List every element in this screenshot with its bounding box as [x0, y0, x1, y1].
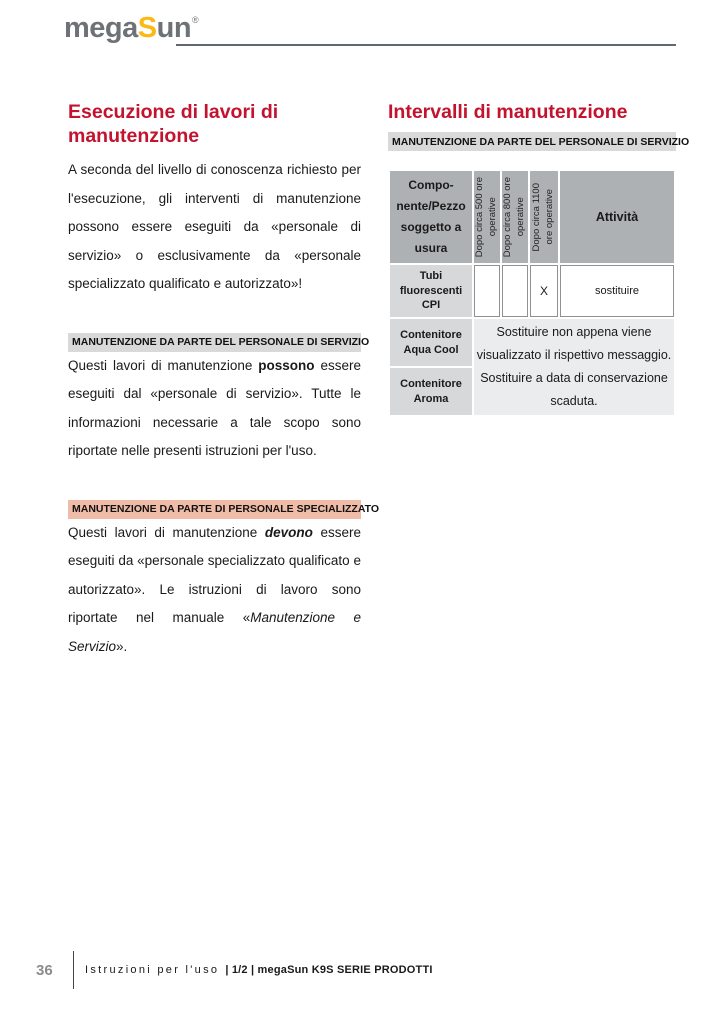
intervals-bar-label: MANUTENZIONE DA PARTE DEL PERSONALE DI SERVIZIO	[392, 135, 690, 148]
aroma-line2: Aroma	[413, 392, 449, 405]
activity-header-cell: Attività	[560, 171, 674, 263]
aroma-line1: Contenitore	[400, 378, 462, 390]
tubes-component-cell	[390, 265, 472, 317]
service-maintenance-bar-label: MANUTENZIONE DA PARTE DEL PERSONALE DI SERVIZIO	[72, 336, 370, 348]
specialist-paragraph	[68, 519, 361, 662]
left-section-title: Esecuzione di lavori di manutenzione	[68, 101, 279, 147]
interval-800-header-cell	[502, 171, 528, 263]
interval-500-rotated-label	[474, 177, 500, 257]
footer-divider	[73, 951, 74, 989]
megasun-logo	[64, 12, 198, 45]
intro-paragraph	[68, 156, 361, 299]
table-header-row	[390, 171, 674, 263]
interval-500-line2: operative	[487, 197, 498, 237]
footer-text	[85, 964, 433, 976]
logo-un: un	[156, 12, 192, 44]
tubes-line2: fluorescenti	[399, 284, 463, 297]
service-text-bold: possono	[258, 357, 315, 373]
footer-text-bold: | 1/2 | megaSun K9S SERIE PRODOTTI	[225, 964, 433, 976]
service-maintenance-bar	[68, 333, 370, 352]
right-section-title: Intervalli di manutenzione	[388, 101, 628, 123]
table-row-aqua-cool	[390, 319, 674, 366]
tubes-line1: Tubi	[419, 270, 443, 283]
intervals-bar	[388, 132, 690, 151]
tubes-800-cell	[502, 265, 528, 317]
interval-1100-header-cell	[530, 171, 558, 263]
component-header-line1: Compo-	[408, 178, 454, 192]
specialist-maintenance-bar-label: MANUTENZIONE DA PARTE DI PERSONALE SPECIALIZZATO	[72, 503, 380, 515]
table-row-tubes	[390, 265, 674, 317]
interval-800-line2: operative	[515, 197, 526, 237]
specialist-text-bold: devono	[264, 524, 313, 540]
logo-mega: mega	[64, 12, 138, 44]
header-rule	[176, 44, 676, 46]
component-header-line3: soggetto a	[400, 220, 462, 234]
manual-title-italic: Manutenzione e Servizio	[68, 610, 361, 654]
tubes-line3: CPI	[421, 299, 441, 312]
interval-500-header-cell	[474, 171, 500, 263]
page-footer	[36, 950, 433, 990]
logo-s: S	[137, 12, 157, 44]
service-text-post: essere eseguiti dal «personale di servizio». Tutte le informazioni necessarie a tale scopo sono riportate nelle presenti istruzioni per l'uso.	[68, 357, 361, 458]
tubes-1100-cell: X	[530, 265, 558, 317]
service-text-pre: Questi lavori di manutenzione	[68, 357, 259, 373]
component-header-cell	[390, 171, 472, 263]
specialist-text-post: ».	[116, 638, 128, 654]
specialist-text-pre: Questi lavori di manutenzione	[68, 524, 265, 540]
component-header-line2: nente/Pezzo	[396, 199, 466, 213]
tubes-500-cell	[474, 265, 500, 317]
replace-note-line2: Sostituire a data di conservazione scaduta.	[480, 371, 668, 408]
interval-1100-rotated-label	[531, 183, 557, 251]
component-header-line4: usura	[414, 241, 448, 255]
footer-text-spaced: Istruzioni per l'uso	[85, 964, 220, 976]
right-column	[388, 100, 690, 417]
intro-text: A seconda del livello di conoscenza richiesto per l'esecuzione, gli interventi di manutenzione possono essere eseguiti da «personale di servizio» o esclusivamente da «personale specializzato qualificato e autorizzato»!	[68, 162, 361, 291]
interval-1100-line1: Dopo circa 1100	[531, 182, 543, 252]
replace-note-cell	[474, 319, 674, 415]
aqua-line1: Contenitore	[400, 329, 462, 341]
interval-1100-line2: ore operative	[544, 189, 555, 245]
page-number: 36	[36, 961, 53, 979]
aroma-component-cell	[390, 368, 472, 415]
tubes-activity-cell: sostituire	[560, 265, 674, 317]
specialist-text-mid: essere eseguiti da «personale specializzato qualificato e autorizzato». Le istruzioni di lavoro sono riportate nel manuale «	[68, 524, 361, 625]
replace-note-line1: Sostituire non appena viene visualizzato il rispettivo messaggio.	[476, 325, 672, 362]
left-column	[68, 100, 380, 661]
specialist-maintenance-bar	[68, 500, 380, 519]
service-paragraph	[68, 352, 361, 466]
interval-500-line1: Dopo circa 500 ore	[474, 176, 486, 258]
registered-trademark-icon: ®	[192, 15, 199, 25]
aqua-line2: Aqua Cool	[403, 343, 459, 356]
interval-800-rotated-label	[502, 177, 528, 257]
maintenance-intervals-table	[388, 169, 676, 417]
interval-800-line1: Dopo circa 800 ore	[502, 176, 514, 258]
aqua-cool-component-cell	[390, 319, 472, 366]
